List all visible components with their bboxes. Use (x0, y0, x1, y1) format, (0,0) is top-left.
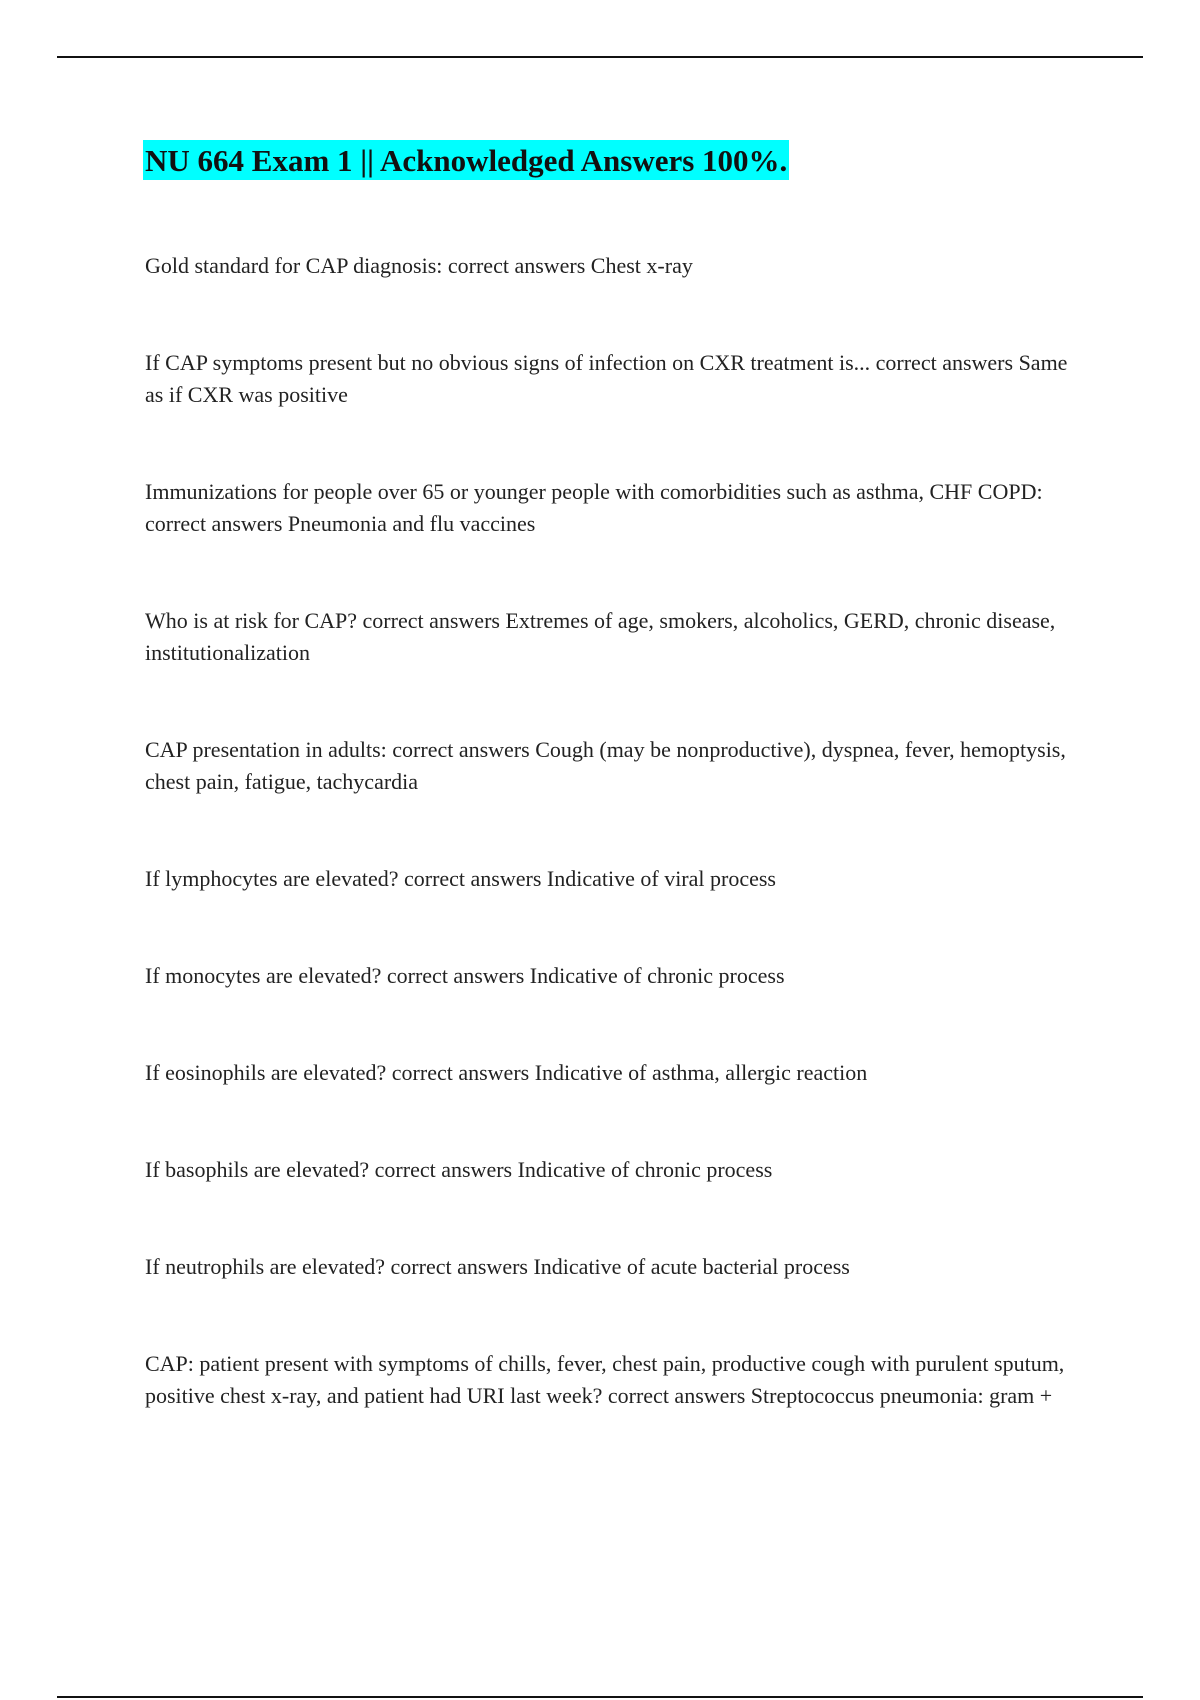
qa-item: If basophils are elevated? correct answers Indicative of chronic process (145, 1157, 773, 1182)
document-title: NU 664 Exam 1 || Acknowledged Answers 100%. (143, 140, 789, 180)
top-rule (57, 56, 1143, 58)
qa-item: If eosinophils are elevated? correct answers Indicative of asthma, allergic reaction (145, 1060, 868, 1085)
qa-item: Who is at risk for CAP? correct answers Extremes of age, smokers, alcoholics, GERD, chronic disease, institutionalization (145, 608, 1056, 665)
qa-item: CAP: patient present with symptoms of chills, fever, chest pain, productive cough with purulent sputum, positive chest x-ray, and patient had URI last week? correct answers Streptococcus pneumonia: gram + (145, 1351, 1065, 1408)
qa-item: If monocytes are elevated? correct answers Indicative of chronic process (145, 963, 785, 988)
qa-item: If neutrophils are elevated? correct answers Indicative of acute bacterial process (145, 1254, 850, 1279)
qa-item: CAP presentation in adults: correct answers Cough (may be nonproductive), dyspnea, fever, hemoptysis, chest pain, fatigue, tachycardia (145, 737, 1066, 794)
bottom-rule (57, 1696, 1143, 1698)
qa-item: If lymphocytes are elevated? correct answers Indicative of viral process (145, 866, 776, 891)
qa-item: If CAP symptoms present but no obvious signs of infection on CXR treatment is... correct answers Same as if CXR was positive (145, 350, 1068, 407)
qa-item: Immunizations for people over 65 or younger people with comorbidities such as asthma, CHF COPD: correct answers Pneumonia and flu vaccines (145, 479, 1043, 536)
document-body (145, 140, 1085, 1408)
qa-item: Gold standard for CAP diagnosis: correct answers Chest x-ray (145, 253, 693, 278)
